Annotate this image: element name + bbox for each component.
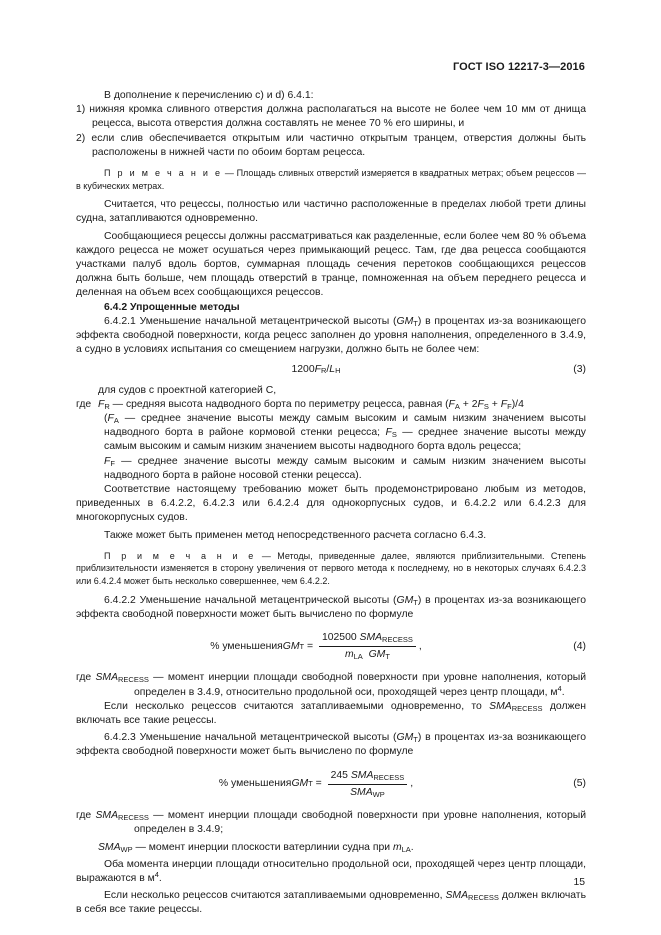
formula-5-numerator — [328, 769, 408, 785]
formula-3-slash: / — [326, 364, 330, 376]
formula-5 — [76, 769, 586, 800]
ff-symbol: F — [500, 398, 508, 410]
where-5-def: — момент инерции площади свободной поверхности при уровне наполнения, который определен в 3.4.9; — [134, 810, 586, 836]
comma: , — [418, 640, 422, 652]
clause-6421-text-a: 6.4.2.1 Уменьшение начальной метацентрической высоты ( — [104, 315, 397, 327]
equals-5: = — [312, 778, 325, 790]
plus-2: + 2 — [459, 398, 478, 410]
formula-3-l: L — [329, 364, 336, 376]
formula-4-numerator — [319, 631, 416, 647]
where-4-label: где — [76, 672, 96, 684]
note-2-text: — Методы, приведенные далее, являются приблизительными. Степень приблизительности изменяется в сторону увеличения от первого метода к последнему, но в некоторых случаях 6.4.2.3 или 6.4.2.4 может быть несколько совершеннее, чем 6.4.2.2. — [76, 550, 586, 587]
m-la-sub: LA — [401, 844, 411, 854]
paren: ( — [104, 413, 108, 425]
clause-6421-text-b: ) в процентах из-за возникающего эффекта свободной поверхности, когда рецесс заполнен до уровня наполнения, определенного в 3.4.9, а судно в условиях испытания со смещением нагрузки, должно быть не более чем: — [76, 315, 586, 356]
fr-def: — средняя высота надводного борта по периметру рецесса, равная ( — [109, 398, 449, 410]
where-text — [98, 398, 586, 483]
third-length-paragraph: Считается, что рецессы, полностью или частично расположенные в пределах любой трети длины судна, затапливаются одновременно. — [76, 199, 586, 225]
sma-wp-def-sub: WP — [120, 844, 133, 854]
formula-4-fraction — [319, 631, 416, 662]
fa-def-symbol: F — [107, 413, 114, 425]
formula-3-body: 1200 F R / L H — [76, 363, 556, 377]
ff-def-sub: F — [110, 458, 115, 468]
sma-where: SMA — [95, 672, 119, 684]
formula-4-where-text — [76, 671, 586, 699]
formula-4-where — [76, 671, 586, 699]
clause-6423-text-b: ) в процентах из-за возникающего эффекта свободной поверхности может быть вычислено по формуле — [76, 732, 586, 758]
gm-den: GM — [368, 649, 386, 661]
sma-sub: RECESS — [382, 635, 413, 645]
connected-recesses-paragraph: Сообщающиеся рецессы должны рассматриваться как разделенные, если более чем 80 % объема каждого рецесса не может осушаться через примыкающий рецесс. Там, где два рецесса сообщаются участками палуб вдоль бортов, суммарная площадь сечения перетоков сообщающихся рецессов должна быть больше, чем площадь отверстий в транце, помноженная на объем переднего рецесса и деленная на объем всех сообщающихся рецессов. — [76, 230, 586, 299]
fs-def-symbol: F — [385, 427, 392, 439]
clause-6422-text-a: 6.4.2.2 Уменьшение начальной метацентрической высоты ( — [104, 594, 397, 606]
sma-wp-sub: WP — [372, 789, 385, 799]
sma-where-sub: RECESS — [118, 675, 149, 685]
several-2-b: должен включать в себя все такие рецессы. — [76, 890, 586, 916]
where-4-sup: 4 — [557, 683, 562, 693]
both-end: . — [158, 872, 162, 884]
where-label: где — [76, 398, 92, 410]
several-recesses-1 — [76, 700, 586, 728]
gm-symbol-3: GM — [396, 732, 414, 744]
formula-4-gm: GM — [282, 640, 300, 652]
formula-5-where-text — [76, 809, 586, 837]
formula-3-coef: 1200 — [291, 364, 315, 376]
formula-5-where — [76, 809, 586, 837]
sma-several-1: SMA — [489, 700, 512, 712]
fa-def: — среднее значение высоты между самым высоким и самым низким значением высоты надводного борта в районе кормовой стенки рецесса; — [104, 413, 586, 439]
formula-3-number: (3) — [573, 364, 586, 376]
formula-4-lhs: % уменьшения — [210, 640, 283, 652]
both-moments-paragraph — [76, 858, 586, 886]
clause-6422 — [76, 594, 586, 622]
sma-where-5-sub: RECESS — [118, 813, 149, 823]
compliance-paragraph: Соответствие настоящему требованию может быть продемонстрировано любым из методов, приведенных в 6.4.2.2, 6.4.2.3 или 6.4.2.4 для однокорпусных судов, и 6.4.2.2 или 6.4.2.3 для многокорпусных судов. — [76, 484, 586, 524]
note-2 — [76, 550, 586, 588]
clause-6421 — [76, 315, 586, 358]
ff-sub: F — [507, 401, 512, 411]
m-la: m — [392, 841, 402, 853]
fs-sub: S — [483, 401, 489, 411]
sma-5-sub: RECESS — [373, 772, 405, 782]
section-heading: 6.4.2 Упрощенные методы — [104, 301, 240, 313]
note-1 — [76, 167, 586, 192]
formula-3-where — [76, 398, 586, 483]
m: m — [344, 649, 354, 661]
formula-4-body: % уменьшения GM T = $\frac{102500 SMA_{RECESS}}{m_{LA} GM_T}$ , — [210, 632, 422, 662]
gm-sub-3: T — [413, 735, 418, 745]
sma-wp-def-text: — момент инерции плоскости ватерлинии судна при — [132, 841, 393, 853]
clause-6422-text-b: ) в процентах из-за возникающего эффекта свободной поверхности может быть вычислено по формуле — [76, 594, 586, 620]
page-content — [76, 89, 586, 918]
standard-header: ГОСТ ISO 12217-3—2016 — [452, 61, 585, 73]
direct-method-paragraph: Также может быть применен метод непосредственного расчета согласно 6.4.3. — [104, 529, 487, 541]
where-4-def: — момент инерции площади свободной поверхности при уровне наполнения, который определен в 3.4.9, относительно продольной оси, проходящей через центр площади, м — [134, 672, 586, 698]
clause-6423-text-a: 6.4.2.3 Уменьшение начальной метацентрической высоты ( — [104, 732, 397, 744]
fa-symbol: F — [448, 398, 455, 410]
list-item-1: 1) нижняя кромка сливного отверстия должна располагаться на высоте не более чем 10 мм от днища рецесса, высота отверстия должна составлять не менее 70 % его ширины, и — [76, 104, 586, 130]
both-sup: 4 — [154, 869, 159, 879]
sma-wp-def — [76, 841, 586, 855]
sma-where-5: SMA — [95, 810, 119, 822]
gm-subscript: T — [413, 318, 418, 328]
where-5-label: где — [76, 810, 96, 822]
sma-wp-def-symbol: SMA — [98, 841, 121, 853]
formula-5-body: % уменьшения GM T = $\frac{245 SMA_{RECESS}}{SMA_{WP}}$ , — [218, 769, 414, 799]
formula-5-lhs: % уменьшения — [218, 778, 292, 790]
fs-symbol: F — [477, 398, 484, 410]
formula-4-denominator — [342, 647, 393, 662]
m-sub: LA — [353, 652, 363, 662]
ff-def: — среднее значение высоты между самым высоким и самым низким значением высоты надводного борта в районе носовой стенки рецесса). — [104, 455, 586, 481]
page-number: 15 — [573, 877, 585, 888]
clause-6423 — [76, 731, 586, 759]
several-1-b: должен включать все такие рецессы. — [76, 700, 586, 727]
fa-sub: A — [454, 401, 460, 411]
note-text: — Площадь сливных отверстий измеряется в квадратных метрах; объем рецессов — в кубических метрах. — [76, 168, 586, 191]
list-item-2: 2) если слив обеспечивается открытым или частично открытым транцем, отверстия должны быть расположены в нижней части по обоим бортам рецесса. — [76, 132, 586, 158]
sma-several-2-sub: RECESS — [468, 893, 499, 903]
formula-3-condition: для судов с проектной категорией С, — [98, 384, 277, 396]
formula-3 — [76, 363, 586, 377]
equals: = — [304, 640, 316, 652]
formula-5-number: (5) — [573, 778, 586, 790]
gm-den-sub: T — [385, 652, 390, 662]
formula-5-fraction — [328, 769, 408, 800]
fs-def: — среднее значение высоты между самым высоким и самым низким значением высоты надводного борта вдоль рецесса; — [104, 427, 586, 453]
formula-4 — [76, 631, 586, 662]
where-4-end: . — [561, 686, 565, 698]
formula-4-number: (4) — [573, 640, 586, 652]
fr-sub: R — [104, 401, 110, 411]
several-1-a: Если несколько рецессов считаются затапливаемыми одновременно, то — [104, 700, 490, 712]
period: . — [410, 841, 414, 853]
formula-5-denominator — [347, 785, 388, 800]
plus: + — [488, 398, 501, 410]
sma-several-1-sub: RECESS — [511, 703, 543, 713]
sma-wp: SMA — [350, 786, 373, 798]
formula-5-gm: GM — [291, 778, 309, 790]
gm-symbol: GM — [396, 315, 414, 327]
fs-def-sub: S — [391, 430, 397, 440]
both-text: Оба момента инерции площади относительно продольной оси, проходящей через центр площади, выражаются в м — [76, 858, 586, 884]
num-coef-5: 245 — [330, 769, 351, 781]
sma: SMA — [359, 632, 383, 644]
gm-sub-2: T — [413, 597, 418, 607]
several-recesses-2 — [76, 889, 586, 917]
sma-5: SMA — [350, 769, 374, 781]
div-4: )/4 — [511, 398, 524, 410]
intro-paragraph: В дополнение к перечислению c) и d) 6.4.1: — [104, 90, 314, 101]
num-coef: 102500 — [321, 632, 360, 644]
several-2-a: Если несколько рецессов считаются затапливаемыми одновременно, — [104, 890, 446, 902]
comma-5: , — [410, 778, 414, 790]
fa-def-sub: A — [113, 416, 119, 426]
sma-several-2: SMA — [445, 890, 469, 902]
ff-def-symbol: F — [104, 455, 111, 467]
formula-3-f: F — [314, 364, 321, 376]
note-label: П р и м е ч а н и е — [104, 168, 223, 179]
note-2-label: П р и м е ч а н и е — [104, 550, 256, 561]
fr-symbol: F — [98, 398, 105, 410]
gm-symbol-2: GM — [396, 594, 414, 606]
